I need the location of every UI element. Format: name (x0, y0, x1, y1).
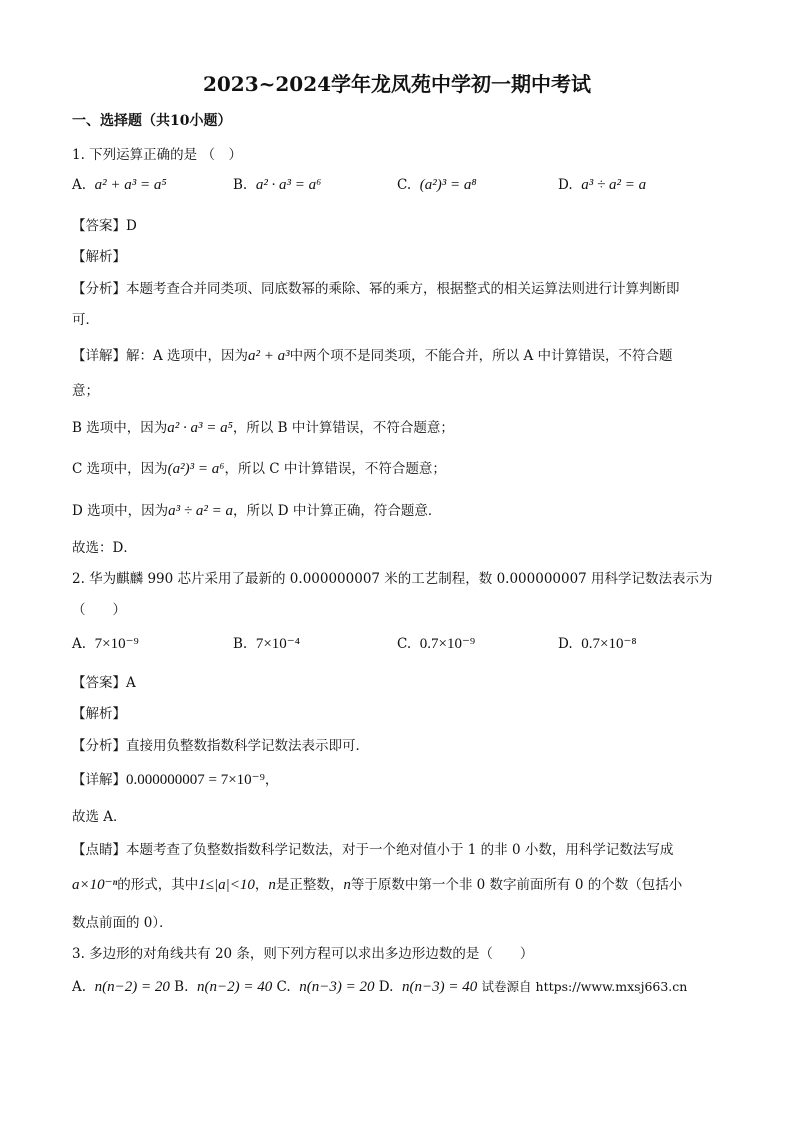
q1-c-explanation: C 选项中，因为(a²)³ = a⁶，所以 C 中计算错误，不符合题意； (72, 461, 446, 477)
q2-note-line1: 【点睛】本题考查了负整数指数科学记数法，对于一个绝对值小于 1 的非 0 小数，用科学记数法写成 (72, 842, 674, 858)
q1-analysis-heading: 【解析】 (72, 249, 126, 265)
q1-stem: 1. 下列运算正确的是 （ ） (72, 147, 242, 163)
q1-fenxi-line1: 【分析】本题考查合并同类项、同底数幂的乘除、幂的乘方，根据整式的相关运算法则进行计算判断即 (72, 281, 680, 297)
q1-detail-line2: 意； (72, 383, 99, 399)
q1-d-explanation: D 选项中，因为a³ ÷ a² = a，所以 D 中计算正确，符合题意． (72, 503, 442, 519)
q1-detail-line1: 【详解】解：A 选项中，因为a² + a³中两个项不是同类项，不能合并，所以 A 中计算错误，不符合题 (72, 348, 673, 364)
q1-option-d: D. a³ ÷ a² = a (558, 177, 647, 193)
q1-option-a: A. a² + a³ = a⁵ (72, 177, 167, 193)
q3-option-c: C. n(n−3) = 20 (276, 979, 375, 995)
q2-stem-line2: （ ） (72, 602, 126, 618)
section-heading: 一、选择题（共10小题） (72, 113, 232, 129)
q1-option-c: C. (a²)³ = a⁸ (397, 177, 477, 193)
q3-option-d: D. n(n−3) = 40 (378, 979, 478, 995)
page-title: 2023~2024学年龙凤苑中学初一期中考试 (202, 72, 592, 96)
q2-choice: 故选 A． (72, 809, 127, 825)
q1-fenxi-line2: 可． (72, 312, 99, 328)
q2-stem-line1: 2. 华为麒麟 990 芯片采用了最新的 0.000000007 米的工艺制程，数 0.000000007 用科学记数法表示为 (72, 571, 713, 587)
q1-b-explanation: B 选项中，因为a² · a³ = a⁵，所以 B 中计算错误，不符合题意； (72, 420, 454, 436)
q2-option-d: D. 0.7×10⁻⁸ (558, 636, 637, 652)
q3-option-a: A. n(n−2) = 20 (72, 979, 170, 995)
q2-option-a: A. 7×10⁻⁹ (72, 636, 139, 652)
q3-stem: 3. 多边形的对角线共有 20 条，则下列方程可以求出多边形边数的是（ ） (72, 946, 534, 962)
q3-options (72, 977, 687, 996)
q2-note-line2: a×10⁻ⁿ的形式，其中1≤|a|<10，n是正整数，n等于原数中第一个非 0 数字前面所有 0 的个数（包括小 (72, 877, 683, 893)
q2-option-c: C. 0.7×10⁻⁹ (397, 636, 476, 652)
q2-option-b: B. 7×10⁻⁴ (233, 636, 300, 652)
q2-detail: 【详解】0.000000007 = 7×10⁻⁹， (72, 772, 279, 788)
source-watermark: 试卷源自 https://www.mxsj663.cn (481, 979, 688, 994)
q1-answer: 【答案】D (72, 218, 137, 234)
q2-analysis-heading: 【解析】 (72, 706, 126, 722)
q2-note-line3: 数点前面的 0）． (72, 915, 173, 931)
q3-option-b: B. n(n−2) = 40 (174, 979, 273, 995)
q2-fenxi: 【分析】直接用负整数指数科学记数法表示即可． (72, 738, 369, 754)
q2-answer: 【答案】A (72, 675, 136, 691)
q1-choice: 故选：D． (72, 540, 137, 556)
q1-option-b: B. a² · a³ = a⁶ (233, 177, 322, 193)
